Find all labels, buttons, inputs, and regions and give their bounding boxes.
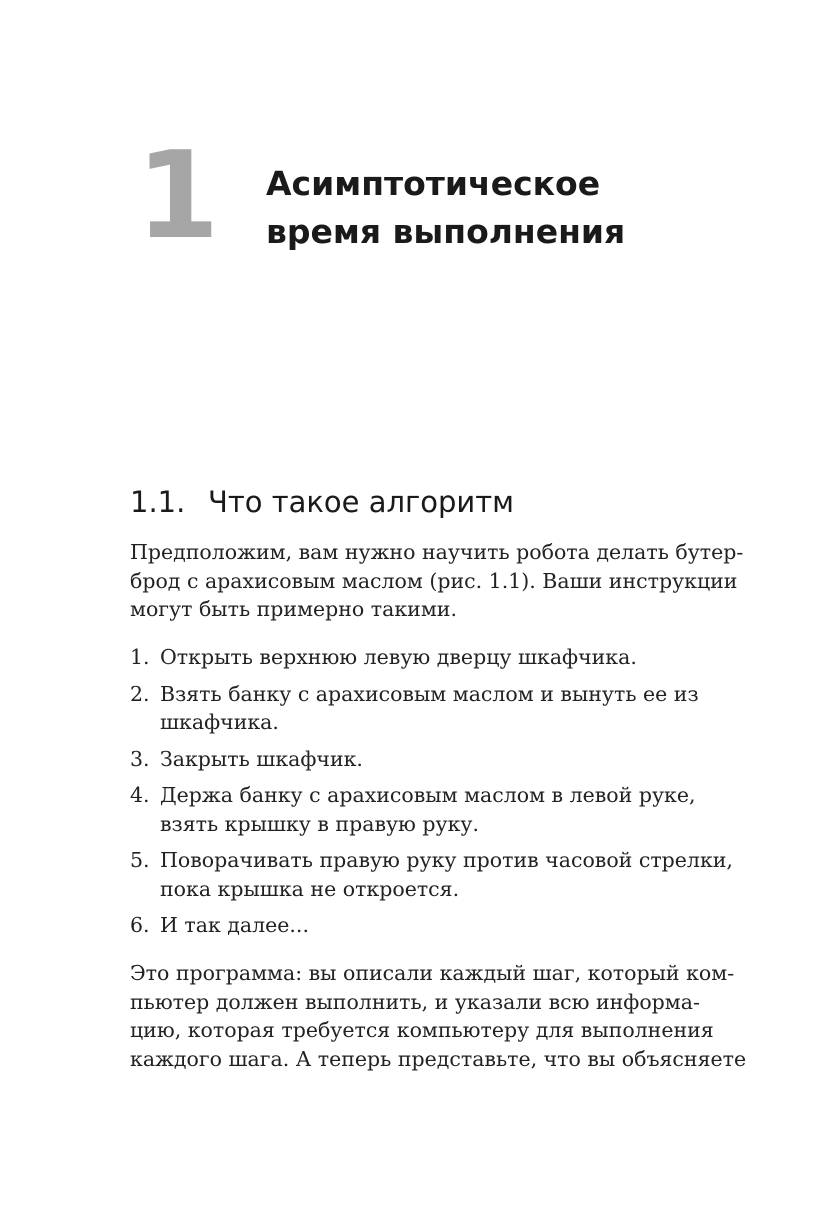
list-item xyxy=(130,643,720,672)
section-number: 1.1. xyxy=(130,485,186,519)
list-item-text: шкафчика. xyxy=(160,710,279,734)
list-item-number: 1. xyxy=(130,645,150,669)
chapter-title-line: Асимптотическое xyxy=(266,164,601,203)
list-item-text: Закрыть шкафчик. xyxy=(160,746,363,771)
chapter-title xyxy=(266,160,736,256)
list-item-number: 3. xyxy=(130,746,150,771)
intro-paragraph xyxy=(130,538,744,624)
paragraph-line: брод с арахисовым маслом (рис. 1.1). Ваши инструкции xyxy=(130,568,738,593)
list-item-number: 6. xyxy=(130,913,150,937)
paragraph-line: пьютер должен выполнить, и указали всю информа- xyxy=(130,989,700,1014)
list-item xyxy=(130,680,720,737)
instruction-list xyxy=(130,643,733,948)
section-heading xyxy=(130,480,730,524)
list-item-number: 4. xyxy=(130,783,150,807)
list-item-number: 2. xyxy=(130,681,150,706)
list-item xyxy=(130,846,733,903)
list-item-text: Поворачивать правую руку против часовой стрелки, xyxy=(160,848,733,872)
list-item xyxy=(130,745,720,774)
paragraph-line: могут быть примерно такими. xyxy=(130,597,457,621)
list-item-text: И так далее... xyxy=(160,913,309,937)
list-item-text: Держа банку с арахисовым маслом в левой руке, xyxy=(160,783,696,807)
chapter-title-line: время выполнения xyxy=(266,212,626,251)
list-item-text: пока крышка не откроется. xyxy=(160,876,460,901)
list-item-text: взять крышку в правую руку. xyxy=(160,811,479,836)
section-title: Что такое алгоритм xyxy=(208,485,515,519)
paragraph-line: Предположим, вам нужно научить робота делать бутер- xyxy=(130,540,744,564)
paragraph-line: каждого шага. А теперь представьте, что вы объясняете xyxy=(130,1046,747,1071)
list-item-text: Открыть верхнюю левую дверцу шкафчика. xyxy=(160,645,637,669)
list-item xyxy=(130,781,720,838)
list-item-number: 5. xyxy=(130,848,150,872)
paragraph-line: Это программа: вы описали каждый шаг, который ком- xyxy=(130,961,735,985)
chapter-number: 1 xyxy=(136,127,216,266)
closing-paragraph xyxy=(130,959,747,1073)
list-item-text: Взять банку с арахисовым маслом и вынуть ее из xyxy=(160,681,699,706)
paragraph-line: цию, которая требуется компьютеру для выполнения xyxy=(130,1018,714,1042)
list-item xyxy=(130,911,720,940)
